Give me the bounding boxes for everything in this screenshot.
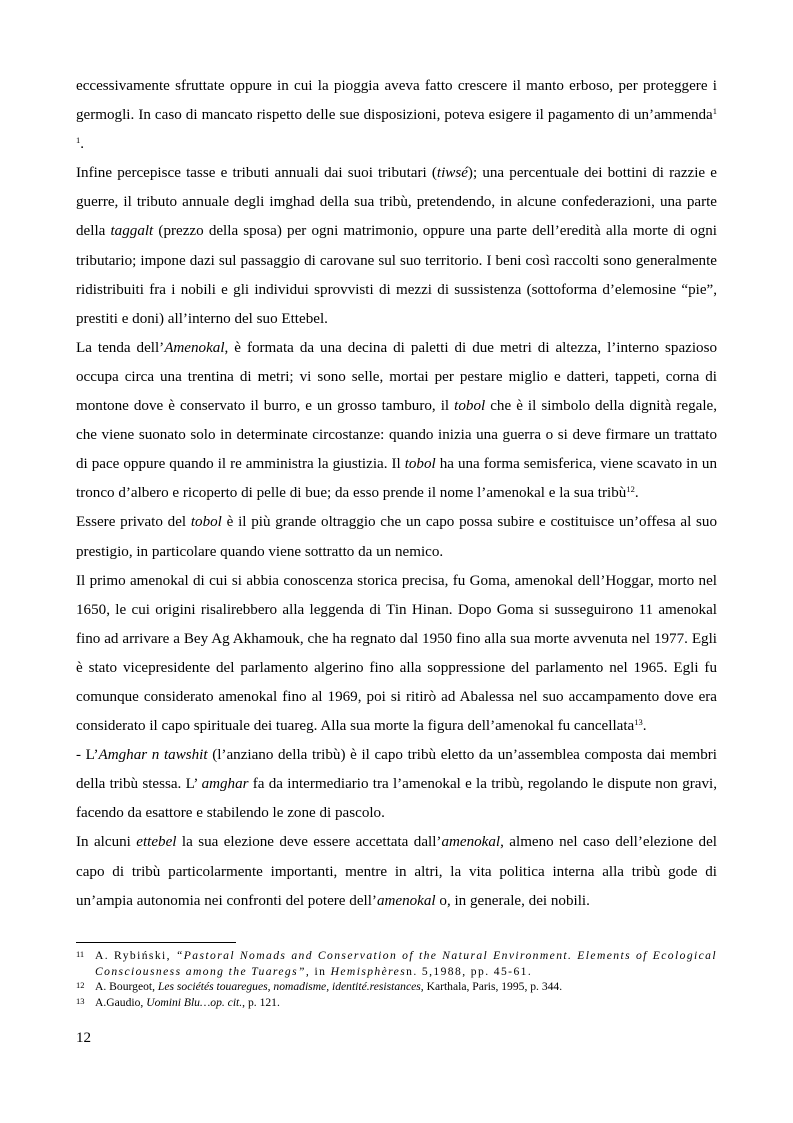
paragraph-2: Infine percepisce tasse e tributi annuali dai suoi tributari (tiwsé); una percentuale dei bottini di razzie e guerre, il tributo annuale degli imghad della sua tribù, pretendendo, in alcune confederazioni, una parte della taggalt (prezzo della sposa) per ogni matrimonio, oppure una parte dell’eredità alla morte di ogni tributario; impone dazi sul passaggio di carovane sul suo territorio. I beni così raccolti sono generalmente ridistribuiti fra i nobili e gli individui sprovvisti di mezzi di sussistenza (sottoforma d’elemosine “pie”, prestiti e doni) all’interno del suo Ettebel. bbox=[76, 165, 717, 327]
footnotes bbox=[76, 948, 717, 1010]
body-text bbox=[76, 72, 717, 916]
page-number: 12 bbox=[76, 1030, 92, 1046]
paragraph-5: Il primo amenokal di cui si abbia conoscenza storica precisa, fu Goma, amenokal dell’Hoggar, morto nel 1650, le cui origini risalirebbero alla leggenda di Tin Hinan. Dopo Goma si susseguirono 11 amenokal fino ad arrivare a Bey Ag Akhamouk, che ha regnato dal 1950 fino alla sua morte avvenuta nel 1977. Egli è stato vicepresidente del parlamento algerino fino alla soppressione del parlamento nel 1965. Egli fu comunque considerato amenokal fino al 1969, poi si ritirò ad Abalessa nel suo accampamento dove era considerato il capo spirituale dei tuareg. Alla sua morte la figura dell’amenokal fu cancellata$^{13}$. bbox=[76, 572, 717, 735]
paragraph-6: - L’Amghar n tawshit (l’anziano della tribù) è il capo tribù eletto da un’assemblea composta dai membri della tribù stessa. L’ amghar fa da intermediario tra l’amenokal e la tribù, regolando le dispute non gravi, facendo da esattore e stabilendo le zone di pascolo. bbox=[76, 747, 717, 822]
paragraph-4: Essere privato del tobol è il più grande oltraggio che un capo possa subire e costituisce un’offesa al suo prestigio, in particolare quando viene sottratto da un nemico. bbox=[76, 514, 717, 560]
footnote-13: 13 A.Gaudio, Uomini Blu…op. cit., p. 121. bbox=[76, 995, 280, 1009]
paragraph-7: In alcuni ettebel la sua elezione deve essere accettata dall’amenokal, almeno nel caso dell’elezione del capo di tribù particolarmente importanti, mentre in altri, la vita politica interna alla tribù gode di un’ampia autonomia nei confronti del potere dell’amenokal o, in generale, dei nobili. bbox=[76, 834, 717, 909]
footnote-ref-11[interactable]: 1 1 bbox=[76, 106, 717, 146]
footnote-12: 12 A. Bourgeot, Les sociétés touaregues, nomadisme, identité.resistances, Karthala, Paris, 1995, p. 344. bbox=[76, 980, 563, 994]
footnote-11: 11 A. Rybiński, “Pastoral Nomads and Conservation of the Natural Environment. Elements of Ecological Consciousness among the Tuaregs”, in Hemisphèresn. 5,1988, pp. 45-61. bbox=[76, 949, 718, 978]
footnote-number: 12 bbox=[76, 980, 85, 991]
paragraph-3: La tenda dell’Amenokal, è formata da una decina di paletti di due metri di altezza, l’interno spazioso occupa circa una trentina di metri; vi sono selle, mortai per pestare miglio e datteri, tappeti, corna di montone dove è conservato il burro, e un grosso tamburo, il tobol che è il simbolo della dignità regale, che viene suonato solo in determinate circostanze: quando inizia una guerra o si deve firmare un trattato di pace oppure quando il re amministra la giustizia. Il tobol ha una forma semisferica, viene scavato in un tronco d’albero e ricoperto di pelle di bue; da esso prende il nome l’amenokal e la sua tribù$^{12}$. bbox=[76, 339, 717, 502]
footnote-ref-12[interactable]: 12 bbox=[626, 484, 635, 495]
footnote-number: 11 bbox=[76, 949, 85, 959]
paragraph-1: eccessivamente sfruttate oppure in cui la pioggia aveva fatto crescere il manto erboso, per proteggere i germogli. In caso di mancato rispetto delle sue disposizioni, poteva esigere il pagamento di un’ammenda$^{1 1}$. bbox=[76, 78, 717, 153]
footnote-separator bbox=[76, 942, 236, 943]
footnote-number: 13 bbox=[76, 995, 85, 1006]
footnote-ref-13[interactable]: 13 bbox=[634, 717, 643, 728]
